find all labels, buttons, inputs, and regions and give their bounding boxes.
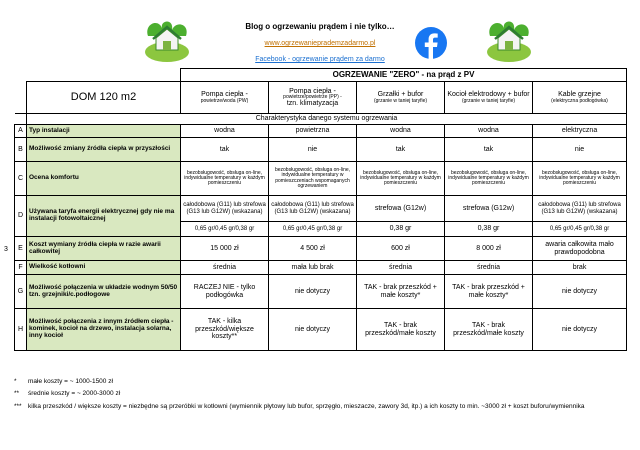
table-cell: bezobsługowość, obsługa on-line, indywidualne temperatury w pomieszczeniach wspomaganych ogrzewaniem xyxy=(269,162,357,196)
table-cell: A xyxy=(15,125,27,138)
table-title: OGRZEWANIE "ZERO" - na prąd z PV xyxy=(181,69,627,82)
table-cell: 15 000 zł xyxy=(181,237,269,261)
table-cell: całodobowa (G11) lub strefowa (G13 lub G12W) (wskazana) xyxy=(181,196,269,222)
side-number: 3 xyxy=(4,246,8,253)
column-header: Pompa ciepła - powietrze/powietrze (PP) - tzn. klimatyzacja xyxy=(269,82,357,114)
table-cell: bezobsługowość, obsługa on-line, indywidualne temperatury w każdym pomieszczeniu xyxy=(445,162,533,196)
table-cell: C xyxy=(15,162,27,196)
table-cell: H xyxy=(15,309,27,351)
table-cell: F xyxy=(15,261,27,275)
table-cell: D xyxy=(15,196,27,237)
row-label: Koszt wymiany źródła ciepła w razie awarii całkowitej xyxy=(27,237,181,261)
table-cell: 0,65 gr/0,45 gr/0,38 gr xyxy=(533,222,627,237)
table-row xyxy=(15,237,627,261)
table-cell: E xyxy=(15,237,27,261)
table-row xyxy=(15,162,627,196)
table-cell: powietrzna xyxy=(269,125,357,138)
table-cell xyxy=(27,69,181,82)
row-label: Możliwość zmiany źródła ciepła w przyszłości xyxy=(27,138,181,162)
table-cell: wodna xyxy=(357,125,445,138)
comparison-table xyxy=(14,68,627,351)
blog-url-link[interactable]: www.ogrzewanieprademzadarmo.pl xyxy=(264,40,376,47)
row-label: Używana taryfa energii elektrycznej gdy nie ma instalacji fotowoltaicznej xyxy=(27,196,181,237)
table-cell xyxy=(15,114,27,125)
table-cell: średnia xyxy=(181,261,269,275)
table-cell: średnia xyxy=(357,261,445,275)
table-cell: mała lub brak xyxy=(269,261,357,275)
facebook-icon[interactable] xyxy=(414,26,448,60)
table-row xyxy=(15,196,627,222)
table-row xyxy=(15,138,627,162)
green-house-logo-icon xyxy=(142,16,192,64)
table-cell: nie dotyczy xyxy=(269,309,357,351)
column-header: Pompa ciepła - powietrze/woda (PW) xyxy=(181,82,269,114)
table-cell: 4 500 zł xyxy=(269,237,357,261)
footnote: *** kilka przeszkód / większe koszty = niezbędne są przeróbki w kotłowni (wymiennik płytowy lub bufor, sprzęgło, mieszacze, zawory 3d, itp.) a ich koszty to min. ~3000 zł + koszt buforu/wymiennika xyxy=(14,403,585,410)
table-cell: 0,65 gr/0,45 gr/0,38 gr xyxy=(181,222,269,237)
table-cell: brak xyxy=(533,261,627,275)
table-cell: TAK - brak przeszkód/małe koszty xyxy=(445,309,533,351)
table-cell: TAK - kilka przeszkód/większe koszty** xyxy=(181,309,269,351)
table-row xyxy=(15,309,627,351)
row-label: Ocena komfortu xyxy=(27,162,181,196)
table-row xyxy=(15,261,627,275)
table-cell: strefowa (G12w) xyxy=(357,196,445,222)
table-cell xyxy=(15,69,27,82)
house-size: DOM 120 m2 xyxy=(27,82,181,114)
column-header: Kable grzejne (elektryczna podłogówka) xyxy=(533,82,627,114)
section-title: Charakterystyka danego systemu ogrzewania xyxy=(27,114,627,125)
header xyxy=(0,0,640,68)
table-cell: tak xyxy=(445,138,533,162)
table-cell: elektryczna xyxy=(533,125,627,138)
footnote: * małe koszty = ~ 1000-1500 zł xyxy=(14,378,113,385)
table-cell: całodobowa (G11) lub strefowa (G13 lub G12W) (wskazana) xyxy=(269,196,357,222)
table-cell: nie dotyczy xyxy=(269,275,357,309)
table-cell: nie xyxy=(533,138,627,162)
table-cell: TAK - brak przeszkód + małe koszty* xyxy=(357,275,445,309)
table-cell: wodna xyxy=(181,125,269,138)
table-cell: 0,65 gr/0,45 gr/0,38 gr xyxy=(269,222,357,237)
table-cell: 0,38 gr xyxy=(445,222,533,237)
facebook-link[interactable]: Facebook - ogrzewanie prądem za darmo xyxy=(255,56,385,63)
table-cell: bezobsługowość, obsługa on-line, indywidualne temperatury w każdym pomieszczeniu xyxy=(181,162,269,196)
table-cell: tak xyxy=(181,138,269,162)
table-row xyxy=(15,125,627,138)
table-cell: tak xyxy=(357,138,445,162)
table-cell: RACZEJ NIE - tylko podłogówka xyxy=(181,275,269,309)
table-cell: nie dotyczy xyxy=(533,309,627,351)
table-row xyxy=(15,275,627,309)
table-cell: B xyxy=(15,138,27,162)
table-cell xyxy=(15,82,27,114)
table-cell: 8 000 zł xyxy=(445,237,533,261)
table-cell: całodobowa (G11) lub strefowa (G13 lub G12W) (wskazana) xyxy=(533,196,627,222)
table-cell: bezobsługowość, obsługa on-line, indywidualne temperatury w każdym pomieszczeniu xyxy=(357,162,445,196)
column-header: Kocioł elektrodowy + bufor (grzanie w taniej taryfie) xyxy=(445,82,533,114)
table-cell: 0,38 gr xyxy=(357,222,445,237)
column-header: Grzałki + bufor (grzanie w taniej taryfie) xyxy=(357,82,445,114)
table-cell: awaria całkowita mało prawdopodobna xyxy=(533,237,627,261)
row-label: Możliwość połączenia w układzie wodnym 50/50 tzn. grzejniki/c.podłogowe xyxy=(27,275,181,309)
table-cell: nie dotyczy xyxy=(533,275,627,309)
table-cell: 600 zł xyxy=(357,237,445,261)
table-cell: G xyxy=(15,275,27,309)
row-label: Wielkość kotłowni xyxy=(27,261,181,275)
table-cell: strefowa (G12w) xyxy=(445,196,533,222)
table-cell: TAK - brak przeszkód/małe koszty xyxy=(357,309,445,351)
row-label: Możliwość połączenia z innym źródłem ciepła - kominek, kocioł na drzewo, instalacja solarna, inny kocioł xyxy=(27,309,181,351)
table-cell: średnia xyxy=(445,261,533,275)
table-cell: nie xyxy=(269,138,357,162)
table-cell: TAK - brak przeszkód + małe koszty* xyxy=(445,275,533,309)
table-cell: wodna xyxy=(445,125,533,138)
table-cell: bezobsługowość, obsługa on-line, indywidualne temperatury w każdym pomieszczeniu xyxy=(533,162,627,196)
blog-title: Blog o ogrzewaniu prądem i nie tylko… xyxy=(245,22,395,31)
green-house-logo-icon xyxy=(484,16,534,64)
row-label: Typ instalacji xyxy=(27,125,181,138)
footnote: ** średnie koszty = ~ 2000-3000 zł xyxy=(14,390,121,397)
